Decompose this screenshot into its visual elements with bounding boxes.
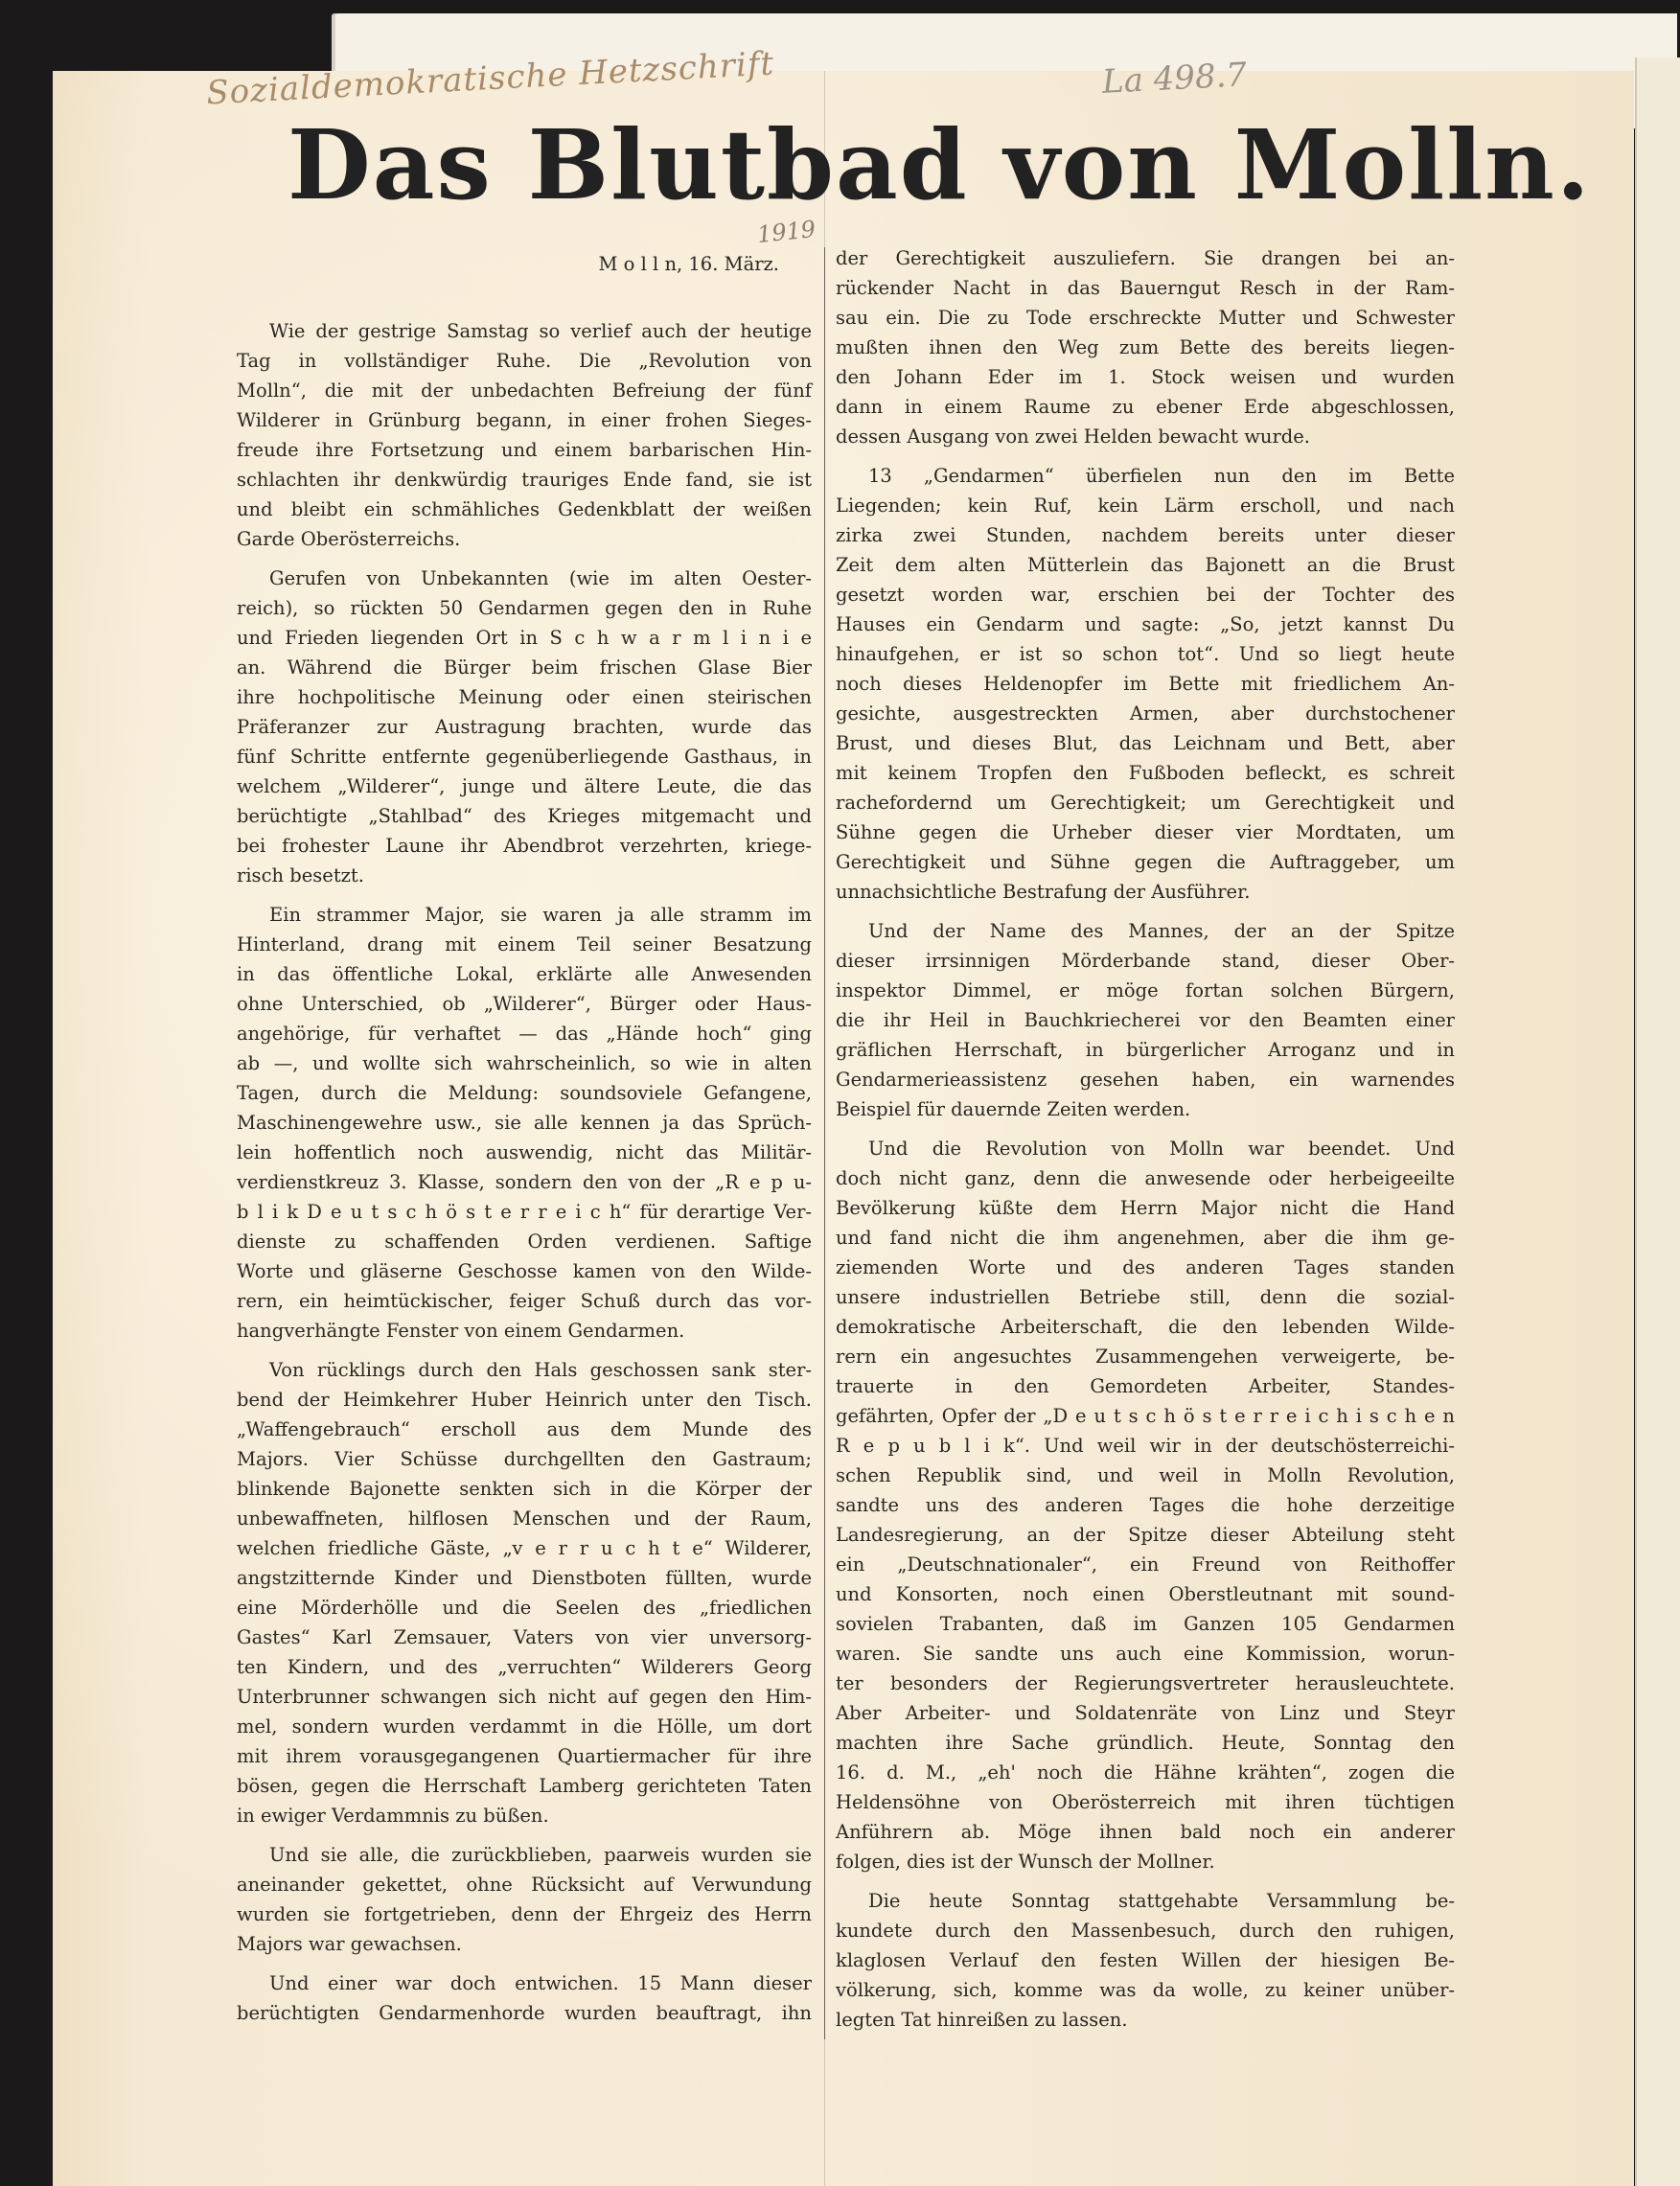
text-line: Gastes“ Karl Zemsauer, Vaters von vier unversorg- xyxy=(237,1626,812,1648)
handwritten-note-classification: Sozialdemokratische Hetzschrift xyxy=(205,44,776,113)
text-line: angehörige, für verhaftet — das „Hände hoch“ ging xyxy=(237,1023,812,1045)
text-line: ohne Unterschied, ob „Wilderer“, Bürger oder Haus- xyxy=(237,993,812,1015)
text-line: Hinterland, drang mit einem Teil seiner Besatzung xyxy=(237,933,812,955)
text-line: Unterbrunner schwangen sich nicht auf gegen den Him- xyxy=(237,1686,812,1708)
text-line: schen Republik sind, und weil in Molln Revolution, xyxy=(836,1464,1455,1486)
text-line: Die heute Sonntag stattgehabte Versammlung be- xyxy=(868,1890,1455,1912)
text-line: zirka zwei Stunden, nachdem bereits unter dieser xyxy=(836,524,1455,546)
text-line: dienste zu schaffenden Orden verdienen. Saftige xyxy=(237,1231,812,1253)
text-line: „Waffengebrauch“ erscholl aus dem Munde des xyxy=(237,1418,812,1440)
text-line: mit keinem Tropfen den Fußboden befleckt, es schreit xyxy=(836,762,1455,784)
text-line: unsere industriellen Betriebe still, denn die sozial- xyxy=(836,1286,1455,1308)
text-line: berüchtigte „Stahlbad“ des Krieges mitgemacht und xyxy=(237,805,812,827)
paragraph xyxy=(237,1840,812,1959)
text-line: b l i k D e u t s c h ö s t e r r e i c h“ für derartige Ver- xyxy=(237,1201,812,1223)
text-line: Und einer war doch entwichen. 15 Mann dieser xyxy=(269,1972,812,1994)
text-line: ter besonders der Regierungsvertreter herausleuchtete. xyxy=(836,1672,1455,1694)
document-title: Das Blutbad von Molln. xyxy=(288,108,1592,221)
text-line: ihre hochpolitische Meinung oder einen steirischen xyxy=(237,686,812,708)
text-line: bend der Heimkehrer Huber Heinrich unter den Tisch. xyxy=(237,1389,812,1411)
text-line: Gerechtigkeit und Sühne gegen die Auftraggeber, um xyxy=(836,851,1455,873)
text-line: eine Mörderhölle und die Seelen des „friedlichen xyxy=(237,1597,812,1619)
text-line: kundete durch den Massenbesuch, durch den ruhigen, xyxy=(836,1920,1455,1942)
text-line: noch dieses Heldenopfer im Bette mit friedlichem An- xyxy=(836,673,1455,695)
text-line: wurden sie fortgetrieben, denn der Ehrgeiz des Herrn xyxy=(237,1903,812,1925)
text-line: dann in einem Raume zu ebener Erde abgeschlossen, xyxy=(836,396,1455,418)
text-line: blinkende Bajonette senkten sich in die Körper der xyxy=(237,1478,812,1500)
text-line: 16. d. M., „eh' noch die Hähne krähten“, zogen die xyxy=(836,1761,1455,1783)
text-line: Sühne gegen die Urheber dieser vier Mordtaten, um xyxy=(836,821,1455,843)
handwritten-shelfmark: La 498.7 xyxy=(1101,56,1248,102)
text-line: Von rücklings durch den Hals geschossen sank ster- xyxy=(269,1359,812,1381)
text-line: ein „Deutschnationaler“, ein Freund von Reithoffer xyxy=(836,1553,1455,1576)
paragraph xyxy=(836,1886,1455,2035)
dateline: M o l l n, 16. März. xyxy=(598,253,779,275)
text-line: Tag in vollständiger Ruhe. Die „Revolution von xyxy=(237,350,812,372)
text-line: R e p u b l i k“. Und weil wir in der deutschösterreichi- xyxy=(836,1435,1455,1457)
text-line: mit ihrem vorausgegangenen Quartiermacher für ihre xyxy=(237,1745,812,1767)
text-line: bei frohester Laune ihr Abendbrot verzehrten, kriege- xyxy=(237,835,812,857)
text-line: demokratische Arbeiterschaft, die den lebenden Wilde- xyxy=(836,1316,1455,1338)
text-line: rückender Nacht in das Bauerngut Resch in der Ram- xyxy=(836,277,1455,299)
text-line: folgen, dies ist der Wunsch der Mollner. xyxy=(836,1851,1215,1873)
text-line: doch nicht ganz, denn die anwesende oder herbeigeeilte xyxy=(836,1167,1455,1189)
text-line: legten Tat hinreißen zu lassen. xyxy=(836,2009,1128,2031)
text-line: in das öffentliche Lokal, erklärte alle Anwesenden xyxy=(237,963,812,985)
text-line: welchen friedliche Gäste, „v e r r u c h t e“ Wilderer, xyxy=(237,1537,812,1559)
text-line: klaglosen Verlauf den festen Willen der hiesigen Be- xyxy=(836,1949,1455,1971)
text-line: dieser irrsinnigen Mörderbande stand, dieser Ober- xyxy=(836,950,1455,972)
text-column-right xyxy=(836,243,1455,2044)
text-line: Wie der gestrige Samstag so verlief auch der heutige xyxy=(269,320,812,342)
text-line: unnachsichtliche Bestrafung der Ausführer. xyxy=(836,881,1251,903)
text-line: und bleibt ein schmähliches Gedenkblatt der weißen xyxy=(237,498,812,520)
text-line: fünf Schritte entfernte gegenüberliegende Gasthaus, in xyxy=(237,746,812,768)
paragraph xyxy=(836,1134,1455,1876)
column-divider xyxy=(824,247,825,2039)
text-line: an. Während die Bürger beim frischen Glase Bier xyxy=(237,656,812,679)
text-line: mel, sondern wurden verdammt in die Hölle, um dort xyxy=(237,1715,812,1737)
text-line: schlachten ihr denkwürdig trauriges Ende fand, sie ist xyxy=(237,469,812,491)
text-line: dessen Ausgang von zwei Helden bewacht wurde. xyxy=(836,426,1310,448)
text-line: Hauses ein Gendarm und sagte: „So, jetzt kannst Du xyxy=(836,613,1455,635)
paragraph xyxy=(836,243,1455,451)
text-line: den Johann Eder im 1. Stock weisen und wurden xyxy=(836,366,1455,388)
text-line: sandte uns des anderen Tages die hohe derzeitige xyxy=(836,1494,1455,1516)
text-line: unbewaffneten, hilflosen Menschen und der Raum, xyxy=(237,1507,812,1530)
paragraph xyxy=(836,916,1455,1124)
text-line: Heldensöhne von Oberösterreich mit ihren tüchtigen xyxy=(836,1791,1455,1813)
text-line: die ihr Heil in Bauchkriecherei vor den Beamten einer xyxy=(836,1009,1455,1031)
text-line: angstzitternde Kinder und Dienstboten füllten, wurde xyxy=(237,1567,812,1589)
text-line: aneinander gekettet, ohne Rücksicht auf Verwundung xyxy=(237,1874,812,1896)
text-line: ziemenden Worte und des anderen Tages standen xyxy=(836,1256,1455,1278)
text-line: berüchtigten Gendarmenhorde wurden beauftragt, ihn xyxy=(237,2002,812,2024)
text-line: rachefordernd um Gerechtigkeit; um Gerechtigkeit und xyxy=(836,792,1455,814)
text-line: und Konsorten, noch einen Oberstleutnant mit sound- xyxy=(836,1583,1455,1605)
text-line: Tagen, durch die Meldung: soundsoviele Gefangene, xyxy=(237,1082,812,1104)
text-line: rern, ein heimtückischer, feiger Schuß durch das vor- xyxy=(237,1290,812,1312)
text-line: Maschinengewehre usw., sie alle kennen ja das Sprüch- xyxy=(237,1112,812,1134)
text-line: Anführern ab. Möge ihnen bald noch ein anderer xyxy=(836,1821,1455,1843)
text-line: freude ihre Fortsetzung und einem barbarischen Hin- xyxy=(237,439,812,461)
text-line: risch besetzt. xyxy=(237,864,364,886)
text-line: sau ein. Die zu Tode erschreckte Mutter und Schwester xyxy=(836,307,1455,329)
text-line: ab —, und wollte sich wahrscheinlich, so wie in alten xyxy=(237,1052,812,1074)
text-line: Und die Revolution von Molln war beendet. Und xyxy=(868,1138,1455,1160)
text-line: der Gerechtigkeit auszuliefern. Sie drangen bei an- xyxy=(836,247,1455,269)
text-line: völkerung, sich, komme was da wolle, zu keiner unüber- xyxy=(836,1979,1455,2001)
text-line: Ein strammer Major, sie waren ja alle stramm im xyxy=(269,904,812,926)
text-line: waren. Sie sandte uns auch eine Kommission, worun- xyxy=(836,1643,1455,1665)
text-line: hinaufgehen, er ist so schon tot“. Und so liegt heute xyxy=(836,643,1455,665)
text-line: reich), so rückten 50 Gendarmen gegen den in Ruhe xyxy=(237,597,812,619)
text-line: mußten ihnen den Weg zum Bette des bereits liegen- xyxy=(836,336,1455,358)
text-line: gesetzt worden war, erschien bei der Tochter des xyxy=(836,584,1455,606)
text-line: Beispiel für dauernde Zeiten werden. xyxy=(836,1098,1191,1120)
text-line: Und der Name des Mannes, der an der Spitze xyxy=(868,920,1455,942)
text-line: und Frieden liegenden Ort in S c h w a r m l i n i e xyxy=(237,627,812,649)
handwritten-year: 1919 xyxy=(755,215,817,249)
paragraph xyxy=(836,461,1455,907)
text-line: Und sie alle, die zurückblieben, paarweis wurden sie xyxy=(269,1844,812,1866)
text-line: machten ihre Sache gründlich. Heute, Sonntag den xyxy=(836,1732,1455,1754)
text-line: ten Kindern, und des „verruchten“ Wilderers Georg xyxy=(237,1656,812,1678)
text-line: Präferanzer zur Austragung brachten, wurde das xyxy=(237,716,812,738)
text-line: verdienstkreuz 3. Klasse, sondern den von der „R e p u- xyxy=(237,1171,812,1193)
text-line: gräflichen Herrschaft, in bürgerlicher Arroganz und in xyxy=(836,1039,1455,1061)
text-line: und fand nicht die ihm angenehmen, aber die ihm ge- xyxy=(836,1227,1455,1249)
text-line: Landesregierung, an der Spitze dieser Abteilung steht xyxy=(836,1524,1455,1546)
text-line: welchem „Wilderer“, junge und ältere Leute, die das xyxy=(237,775,812,797)
text-line: Bevölkerung küßte dem Herrn Major nicht die Hand xyxy=(836,1197,1455,1219)
text-line: Garde Oberösterreichs. xyxy=(237,528,461,550)
text-line: 13 „Gendarmen“ überfielen nun den im Bette xyxy=(868,465,1455,487)
text-column-left xyxy=(237,316,812,2037)
text-line: Liegenden; kein Ruf, kein Lärm erscholl, und nach xyxy=(836,495,1455,517)
text-line: trauerte in den Gemordeten Arbeiter, Standes- xyxy=(836,1375,1455,1397)
text-line: Molln“, die mit der unbedachten Befreiung der fünf xyxy=(237,380,812,402)
text-line: inspektor Dimmel, er möge fortan solchen Bürgern, xyxy=(836,979,1455,1001)
text-line: sovielen Trabanten, daß im Ganzen 105 Gendarmen xyxy=(836,1613,1455,1635)
text-line: gesichte, ausgestreckten Armen, aber durchstochener xyxy=(836,702,1455,725)
text-line: Worte und gläserne Geschosse kamen von den Wilde- xyxy=(237,1260,812,1282)
text-line: Wilderer in Grünburg begann, in einer frohen Sieges- xyxy=(237,409,812,431)
text-line: Gendarmerieassistenz gesehen haben, ein warnendes xyxy=(836,1069,1455,1091)
paragraph xyxy=(237,316,812,554)
text-line: lein hoffentlich noch auswendig, nicht das Militär- xyxy=(237,1141,812,1163)
text-line: gefährten, Opfer der „D e u t s c h ö s t e r r e i c h i s c h e n xyxy=(836,1405,1455,1427)
text-line: Brust, und dieses Blut, das Leichnam und Bett, aber xyxy=(836,732,1455,754)
text-line: in ewiger Verdammnis zu büßen. xyxy=(237,1805,549,1827)
text-line: Gerufen von Unbekannten (wie im alten Oester- xyxy=(269,567,812,589)
text-line: rern ein angesuchtes Zusammengehen verweigerte, be- xyxy=(836,1346,1455,1368)
text-line: hangverhängte Fenster von einem Gendarmen. xyxy=(237,1320,685,1342)
text-line: bösen, gegen die Herrschaft Lamberg gerichteten Taten xyxy=(237,1775,812,1797)
paragraph xyxy=(237,1355,812,1830)
paragraph xyxy=(237,564,812,890)
adjacent-page-edge xyxy=(1635,58,1680,2186)
text-line: Majors. Vier Schüsse durchgellten den Gastraum; xyxy=(237,1448,812,1470)
text-line: Aber Arbeiter- und Soldatenräte von Linz und Steyr xyxy=(836,1702,1455,1724)
paragraph xyxy=(237,1968,812,2028)
text-line: Majors war gewachsen. xyxy=(237,1933,462,1955)
text-line: Zeit dem alten Mütterlein das Bajonett an die Brust xyxy=(836,554,1455,576)
paragraph xyxy=(237,900,812,1346)
